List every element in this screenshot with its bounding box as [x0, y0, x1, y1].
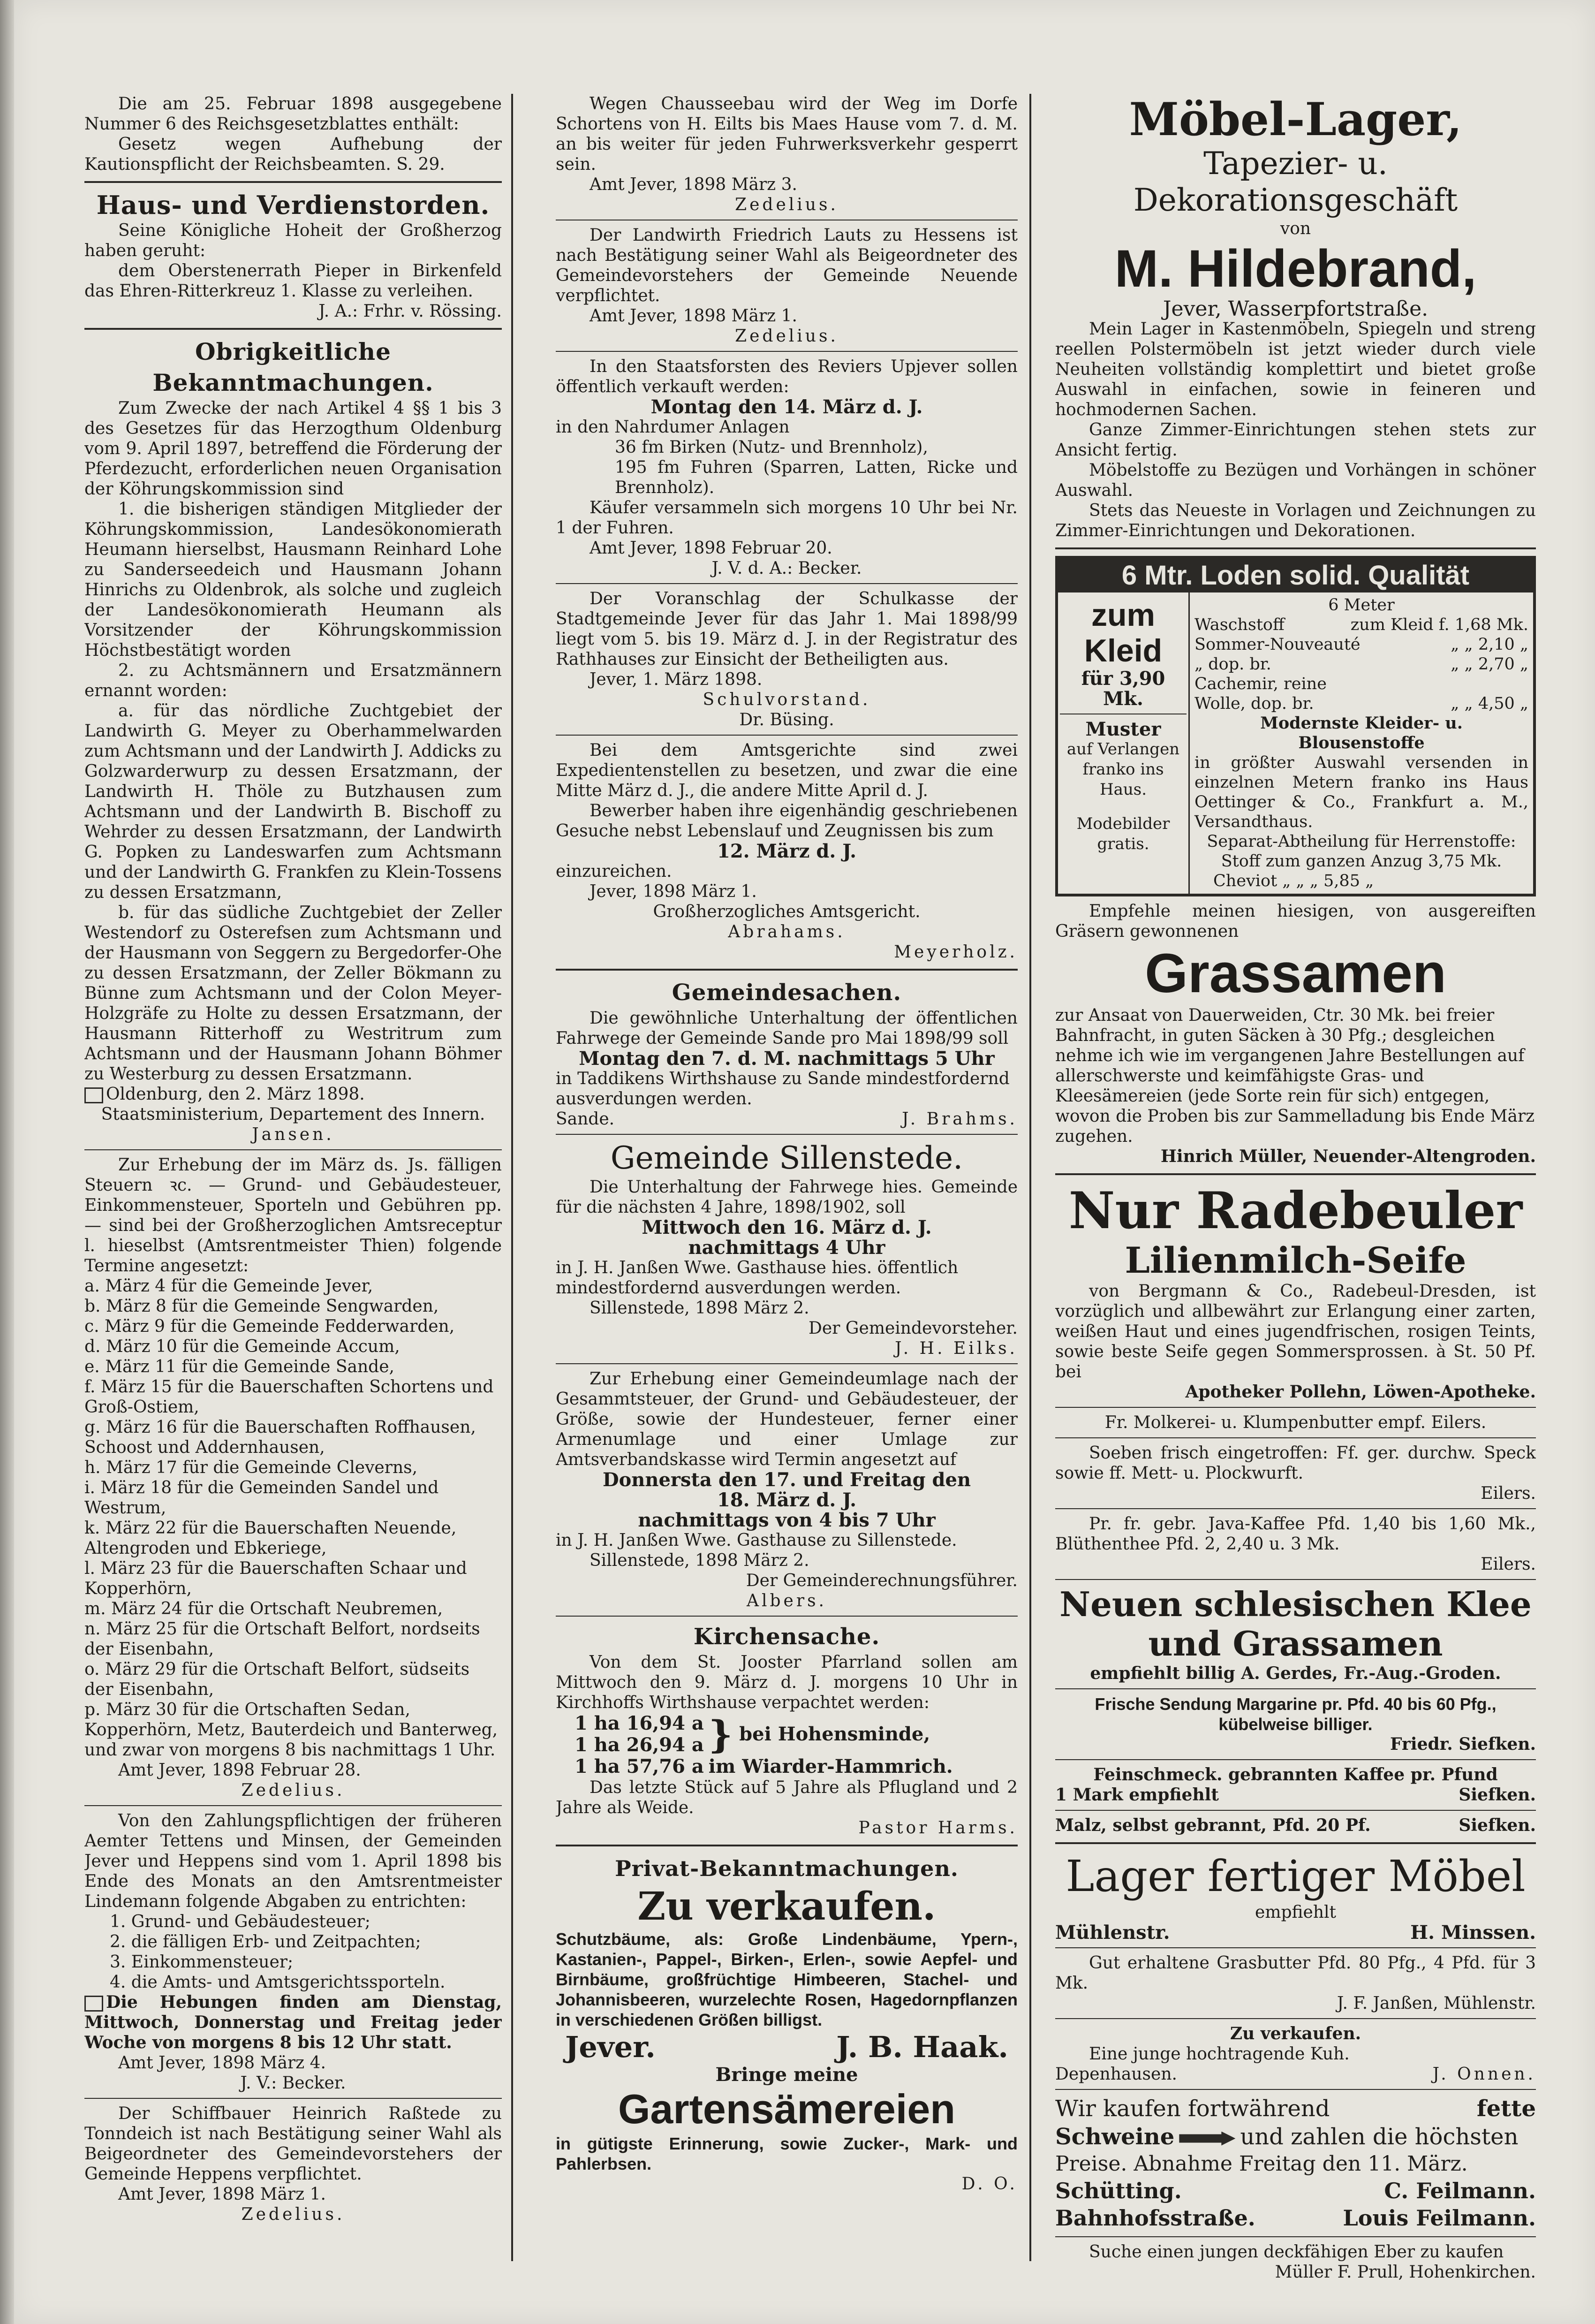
orden-signature: J. A.: Frhr. v. Rössing. [318, 302, 502, 321]
chaussee-text: Wegen Chausseebau wird der Weg im Dorfe Schortens von H. Eilts bis Maes Hause vom 7. d. M. an bis weiter für jeden Fuhrwerksverkehr gesperrt sein. [556, 94, 1018, 174]
divider [1055, 1947, 1536, 1948]
divider [84, 1805, 502, 1806]
termin-item: e. März 11 für die Gemeinde Sande, [84, 1357, 394, 1376]
termin-item: a. März 4 für die Gemeinde Jever, [84, 1276, 373, 1296]
divider [84, 328, 502, 330]
loden-separat: Separat-Abtheilung für Herrenstoffe: [1207, 832, 1516, 851]
hildebrand-address: Jever, Wasserpfortstraße. [1163, 297, 1429, 321]
kirche-row: 1 ha 57,76 a [575, 1755, 704, 1777]
eilers-ad-2-signature: Eilers. [1481, 1484, 1536, 1503]
zahl-date: Amt Jever, 1898 März 4. [118, 2053, 326, 2073]
divider [1055, 1759, 1536, 1760]
sillen-date: Sillenstede, 1898 März 2. [590, 1299, 809, 1318]
termin-item: l. März 23 für die Bauerschaften Schaar und Kopperhörn, [84, 1559, 467, 1598]
loden-item: „ dop. br. [1194, 655, 1271, 674]
radebeuler-heading: Nur Radebeuler [1068, 1181, 1523, 1240]
kirche-signature: Pastor Harms. [858, 1818, 1018, 1838]
amtsg-text-3: einzureichen. [556, 862, 672, 881]
kuh-heading: Zu verkaufen. [1230, 2024, 1361, 2043]
kuh-place: Depenhausen. [1055, 2065, 1177, 2084]
schul-signature-2: Dr. Büsing. [739, 710, 834, 729]
schweine-text-2: und zahlen die höchsten [1240, 2124, 1519, 2150]
forst-signature: J. V. d. A.: Becker. [711, 559, 862, 578]
sillen-text-2: in J. H. Janßen Wwe. Gasthause hies. öffentlich mindestfordernd ausverdungen werden. [556, 1258, 959, 1298]
schweine-fette: fette [1476, 2096, 1536, 2122]
loden-item: Waschstoff [1194, 615, 1285, 634]
steuern-date: Amt Jever, 1898 Februar 28. [118, 1761, 361, 1780]
termin-item: m. März 24 für die Ortschaft Neubremen, [84, 1599, 443, 1618]
forst-day: Montag den 14. März d. J. [650, 396, 923, 418]
divider [1055, 1810, 1536, 1811]
divider [556, 969, 1018, 971]
eber-text: Suche einen jungen deckfähigen Eber zu kaufen [1089, 2242, 1504, 2262]
eilers-ad-1: Fr. Molkerei- u. Klumpenbutter empf. Eilers. [1104, 1413, 1487, 1432]
loden-6-meter: 6 Meter [1328, 596, 1395, 615]
divider [1055, 1508, 1536, 1509]
umlage-date: Sillenstede, 1898 März 2. [590, 1551, 809, 1570]
moebel-text-1: Mein Lager in Kastenmöbeln, Spiegeln und streng reellen Polstermöbeln ist jetzt wieder durch viele Neuheiten vollständig komplettirt und bietet große Auswahl in einfachen, sowie in feineren und hochmodernen Sachen. [1055, 319, 1536, 419]
orden-text-2: dem Oberstenerrath Pieper in Birkenfeld das Ehren-Ritterkreuz 1. Klasse zu verleihen. [84, 261, 502, 301]
sillen-signature-1: Der Gemeindevorsteher. [808, 1319, 1018, 1338]
divider [1055, 547, 1536, 549]
schiff-text: Der Schiffbauer Heinrich Raßtede zu Tonndeich ist nach Bestätigung seiner Wahl als Beigeordneter des Gemeindevorstehers der Gemeinde Heppens verpflichtet. [84, 2104, 502, 2184]
section-heading-privat: Privat-Bekanntmachungen. [615, 1856, 959, 1881]
loden-item-price: „ „ 2,10 „ [1451, 635, 1528, 654]
column-2 [556, 94, 1018, 2296]
page-gutter-shadow [0, 0, 14, 2324]
sillen-signature-2: J. H. Eilks. [895, 1339, 1018, 1358]
klee-heading-2: und Grassamen [1148, 1624, 1443, 1663]
garten-signature: D. O. [961, 2174, 1018, 2194]
divider [556, 1616, 1018, 1617]
lager-street: Mühlenstr. [1055, 1921, 1170, 1944]
bringe-meine: Bringe meine [715, 2064, 858, 2086]
obrig-date: Oldenburg, den 2. März 1898. [106, 1085, 365, 1104]
termin-item: n. März 25 für die Ortschaft Belfort, nordseits der Eisenbahn, [84, 1619, 480, 1659]
kirche-location-1: bei Hohensminde, [739, 1723, 930, 1745]
amtsg-text-1: Bei dem Amtsgerichte sind zwei Expedientenstellen zu besetzen, und zwar die eine Mitte März d. J., die andere Mitte April d. J. [556, 741, 1018, 800]
zahl-intro: Von den Zahlungspflichtigen der früheren Aemter Tettens und Minsen, der Gemeinden Jever und Heppens sind vom 1. April 1898 bis Ende des Monats an den Amtsrentmeister Lindemann folgende Abgaben zu entrichten: [84, 1811, 502, 1911]
divider [84, 1149, 502, 1150]
divider [84, 181, 502, 183]
loden-kleid: Kleid [1084, 633, 1163, 668]
termin-item: b. März 8 für die Gemeinde Sengwarden, [84, 1297, 439, 1316]
obrig-text-2: 1. die bisherigen ständigen Mitglieder der Köhrungskommission, Landesökonomierath Heumann hierselbst, Hausmann Reinhard Lohe zu Sanderseedeich und Hausmann Johann Hinrichs zu Oldenbrok, als solche und zugleich der Landesökonomierath Heumann als Vorsitzender der Köhrungskommission Höchstbestätigt worden [84, 500, 502, 660]
loden-item-price: „ „ 4,50 „ [1451, 694, 1528, 713]
kirche-row: 1 ha 16,94 a [575, 1712, 704, 1734]
eilers-ad-3: Pr. fr. gebr. Java-Kaffee Pfd. 1,40 bis 1,60 Mk., Blüthenthee Pfd. 2, 2,40 u. 3 Mk. [1055, 1514, 1536, 1554]
divider [1055, 1407, 1536, 1408]
schweine-place-2: Bahnhofsstraße. [1055, 2205, 1255, 2231]
forst-text-3: 36 fm Birken (Nutz- und Brennholz), [615, 438, 928, 457]
schutzbaeume-text: Schutzbäume, als: Große Lindenbäume, Ypern-, Kastanien-, Pappel-, Birken-, Erlen-, sowie Aepfel- und Birnbäume, großfrüchtige Himbeeren, Stachel- und Johannisbeeren, wurzelechte Rosen, Hagedornpflanzen in verschiedenen Größen billigst. [556, 1929, 1018, 2029]
section-heading-obrigkeitlich: Obrigkeitliche Bekanntmachungen. [152, 338, 434, 396]
amtsg-signature-3: Meyerholz. [894, 942, 1018, 962]
divider [556, 1134, 1018, 1135]
kaffee-text-1: Feinschmeck. gebrannten Kaffee pr. Pfund [1093, 1765, 1498, 1785]
amtsg-date: Jever, 1898 März 1. [590, 882, 757, 901]
termin-item: c. März 9 für die Gemeinde Fedderwarden, [84, 1317, 455, 1336]
hand-pointer-icon [84, 1996, 103, 2012]
divider [556, 735, 1018, 736]
lager-fertiger-moebel-heading: Lager fertiger Möbel [1066, 1851, 1526, 1901]
obrig-text-4: a. für das nördliche Zuchtgebiet der Landwirth G. Meyer zu Oberhammelwarden zum Achtsmann und der Landwirth J. Addicks zu Golzwarderwurp zu dessen Ersatzmann, der Landwirth H. Thöle zu Butzhausen zum Achtsmann und der Landwirth B. Bischoff zu Wehrder zu dessen Ersatzmann, der Landwirth G. Popken zu Landeswarfen zum Achtsmann und der Landwirth G. Frankfen zu Klein-Tossens zu dessen Ersatzmann, [84, 701, 502, 902]
divider [1055, 2018, 1536, 2019]
moebel-lager-title: Möbel-Lager, [1129, 94, 1462, 146]
umlage-day-2: 18. März d. J. [717, 1489, 856, 1511]
sande-day: Montag den 7. d. M. nachmittags 5 Uhr [579, 1048, 995, 1070]
loden-muster: Muster [1085, 718, 1161, 740]
schul-signature-1: Schulvorstand. [703, 690, 871, 709]
umlage-text-2: in J. H. Janßen Wwe. Gasthause zu Sillenstede. [556, 1531, 957, 1550]
schweine-name-2: Louis Feilmann. [1343, 2205, 1536, 2231]
forst-text-2: in den Nahrdumer Anlagen [556, 418, 790, 437]
loden-item-price: „ „ 2,70 „ [1451, 655, 1528, 674]
chaussee-date: Amt Jever, 1898 März 3. [590, 175, 797, 194]
umlage-signature-2: Albers. [747, 1591, 827, 1610]
zu-verkaufen-heading: Zu verkaufen. [637, 1884, 936, 1929]
schul-text: Der Voranschlag der Schulkasse der Stadtgemeinde Jever für das Jahr 1. Mai 1898/99 liegt vom 5. bis 19. März d. J. in der Registratur des Rathhauses zur Einsicht der Betheiligten aus. [556, 589, 1018, 669]
umlage-signature-1: Der Gemeinderechnungsführer. [746, 1571, 1018, 1590]
zahl-bold: Die Hebungen finden am Dienstag, Mittwoch, Donnerstag und Freitag jeder Woche von morgens 8 bis 12 Uhr statt. [84, 1992, 502, 2052]
lilienmilch-text: von Bergmann & Co., Radebeul-Dresden, ist vorzüglich und allbewährt zur Erlangung einer zarten, weißen Haut und eines jugendfrischen, rosigen Teints, sowie beste Seife gegen Sommersprossen. à St. 50 Pf. bei [1055, 1282, 1536, 1382]
gazette-notice: Die am 25. Februar 1898 ausgegebene Nummer 6 des Reichsgesetzblattes enthält: [84, 94, 502, 134]
brace-icon: } [708, 1712, 733, 1756]
kirche-text-2: Das letzte Stück auf 5 Jahre als Pflugland und 2 Jahre als Weide. [556, 1778, 1018, 1817]
divider [556, 351, 1018, 352]
margarine-signature: Friedr. Siefken. [1390, 1734, 1536, 1754]
umlage-day-1: Donnersta den 17. und Freitag den [602, 1469, 971, 1491]
obrig-signature-1: Staatsministerium, Departement des Innern. [101, 1105, 485, 1124]
schiff-date: Amt Jever, 1898 März 1. [118, 2185, 326, 2204]
zahl-signature: J. V.: Becker. [240, 2073, 346, 2093]
lager-empfiehlt: empfiehlt [1255, 1903, 1336, 1922]
loden-zum: zum [1091, 597, 1155, 633]
obrig-text-1: Zum Zwecke der nach Artikel 4 §§ 1 bis 3 des Gesetzes für das Herzogthum Oldenburg vom 9. April 1897, betreffend die Förderung der Pferdezucht, erforderlichen neuen Organisation der Köhrungskommission sind [84, 399, 502, 499]
amtsg-signature-1: Großherzogliches Amtsgericht. [653, 902, 921, 921]
schweine-place-1: Schütting. [1055, 2178, 1182, 2203]
loden-price-row [1194, 674, 1528, 694]
section-heading-kirche: Kirchensache. [693, 1624, 880, 1650]
klee-heading-1: Neuen schlesischen Klee [1059, 1584, 1532, 1624]
malz-text: Malz, selbst gebrannt, Pfd. 20 Pf. [1055, 1815, 1371, 1835]
loden-modernste: Modernste Kleider- u. Blousenstoffe [1260, 714, 1463, 752]
sande-place: Sande. [556, 1109, 615, 1129]
forst-date: Amt Jever, 1898 Februar 20. [590, 539, 832, 558]
grassamen-text: zur Ansaat von Dauerweiden, Ctr. 30 Mk. bei freier Bahnfracht, in guten Säcken à 30 Pfg.; desgleichen nehme ich wie im vergangenen Jahre Bestellungen auf allerschwerste und keimfähigste Gras- und Kleesämereien (jede Sorte rein für sich) entgegen, wovon die Proben bis zur Sammelladung bis Ende März zugehen. [1055, 1006, 1535, 1146]
steuern-signature: Zedelius. [241, 1781, 345, 1800]
kirche-text-1: Von dem St. Jooster Pfarrland sollen am Mittwoch den 9. März d. J. morgens 10 Uhr in Kirchhoffs Wirthshause verpachtet werden: [556, 1653, 1018, 1712]
loden-item: Sommer-Nouveauté [1194, 635, 1361, 654]
kirche-location-2: im Wiarder-Hammrich. [708, 1755, 953, 1777]
hand-pointer-icon [84, 1087, 103, 1103]
amtsg-signature-2: Abrahams. [728, 922, 846, 942]
zahl-item: 1. Grund- und Gebäudesteuer; [110, 1912, 370, 1931]
termin-item: o. März 29 für die Ortschaft Belfort, südseits der Eisenbahn, [84, 1660, 470, 1699]
termin-item: f. März 15 für die Bauerschaften Schortens und Groß-Ostiem, [84, 1377, 494, 1417]
kuh-signature: J. Onnen. [1432, 2065, 1536, 2084]
divider [84, 2098, 502, 2099]
sillen-time: nachmittags 4 Uhr [688, 1237, 885, 1259]
sillen-day: Mittwoch den 16. März d. J. [642, 1216, 932, 1238]
umlage-text-1: Zur Erhebung einer Gemeindeumlage nach der Gesammtsteuer, der Grund- und Gebäudesteuer, der Größe, sowie der Hundesteuer, ferner einer Armenumlage und einer Umlage zur Amtsverbandskasse wird Termin angesetzt auf [556, 1369, 1018, 1469]
forst-text-4: 195 fm Fuhren (Sparren, Latten, Ricke und Brennholz). [615, 458, 1018, 497]
moebel-text-3: Möbelstoffe zu Bezügen und Vorhängen in schöner Auswahl. [1055, 461, 1536, 500]
divider [1055, 1842, 1536, 1844]
sande-text-1: Die gewöhnliche Unterhaltung der öffentlichen Fahrwege der Gemeinde Sande pro Mai 1898/99 soll [556, 1009, 1018, 1048]
termin-item: h. März 17 für die Gemeinde Cleverns, [84, 1458, 418, 1477]
section-heading-gemeinde: Gemeindesachen. [672, 980, 902, 1006]
malz-signature: Siefken. [1459, 1815, 1536, 1835]
loden-modebilder: Modebilder gratis. [1076, 814, 1170, 853]
grasbutter-text: Gut erhaltene Grasbutter Pfd. 80 Pfg., 4 Pfd. für 3 Mk. [1055, 1953, 1536, 1993]
termin-item: p. März 30 für die Ortschaften Sedan, Kopperhörn, Metz, Bauterdeich und Banterweg, [84, 1700, 498, 1739]
tapezier-subtitle: Tapezier- u. Dekorationsgeschäft [1133, 145, 1458, 218]
schweine-word: Schweine [1055, 2124, 1175, 2150]
sillen-text-1: Die Unterhaltung der Fahrwege hies. Gemeinde für die nächsten 4 Jahre, 1898/1902, soll [556, 1177, 1018, 1217]
column-rule-1 [511, 94, 513, 2261]
loden-price-rows [1194, 615, 1528, 714]
loden-price-row [1194, 654, 1528, 674]
divider [1055, 2236, 1536, 2237]
grasbutter-signature: J. F. Janßen, Mühlenstr. [1337, 1994, 1536, 2013]
termin-item: k. März 22 für die Bauerschaften Neuende, Altengroden und Ebkeriege, [84, 1519, 457, 1558]
kuh-text: Eine junge hochtragende Kuh. [1089, 2044, 1350, 2064]
zahl-item: 2. die fälligen Erb- und Zeitpachten; [110, 1932, 421, 1952]
divider [556, 583, 1018, 584]
obrig-text-3: 2. zu Achtsmännern und Ersatzmännern ernannt worden: [84, 661, 502, 700]
haak-place: Jever. [565, 2030, 656, 2064]
divider [556, 1845, 1018, 1846]
eber-signature: Müller F. Prull, Hohenkirchen. [1275, 2263, 1536, 2282]
loden-item-price: zum Kleid f. 1,68 Mk. [1350, 615, 1528, 634]
loden-heading: 6 Mtr. Loden solid. Qualität [1058, 559, 1533, 592]
section-heading-orden: Haus- und Verdienstorden. [96, 190, 490, 220]
kaffee-signature: Siefken. [1459, 1785, 1536, 1805]
moebel-text-4: Stets das Neueste in Vorlagen und Zeichnungen zu Zimmer-Einrichtungen und Dekorationen. [1055, 501, 1536, 540]
sande-text-2: in Taddikens Wirthshause zu Sande mindestfordernd ausverdungen werden. [556, 1069, 1010, 1109]
column-3 [1055, 94, 1536, 2296]
haak-name: J. B. Haak. [836, 2030, 1008, 2064]
divider [1055, 1173, 1536, 1175]
gazette-law: Gesetz wegen Aufhebung der Kautionspflicht der Reichsbeamten. S. 29. [84, 135, 502, 174]
garten-text: in gütigste Erinnerung, sowie Zucker-, Mark- und Pahlerbsen. [556, 2134, 1018, 2173]
loden-auf-verlangen: auf Verlangen franko ins Haus. [1066, 740, 1180, 799]
eilers-ad-3-signature: Eilers. [1481, 1555, 1536, 1574]
lilienmilch-seife-heading: Lilienmilch-Seife [1125, 1239, 1466, 1281]
kaffee-text-2: 1 Mark empfiehlt [1055, 1785, 1219, 1805]
obrig-text-5: b. für das südliche Zuchtgebiet der Zeller Westendorf zu Osterefsen zum Achtsmann und der Hausmann von Seggern zu Bergedorfer-Ohe zu dessen Ersatzmann, der Zeller Bökmann zu Bünne zum Achtsmann und der Colon Meyer-Holzgräfe zu Holte zu dessen Ersatzmann, der Hausmann Ritterhoff zu Westritrum zum Achtsmann und der Hausmann Johann Böhmer zu Westerburg zu dessen Ersatzmann. [84, 903, 502, 1084]
loden-cheviot: Cheviot „ „ „ 5,85 „ [1213, 872, 1374, 890]
lauts-date: Amt Jever, 1898 März 1. [590, 306, 797, 326]
newspaper-page [14, 0, 1595, 2324]
steuern-intro: Zur Erhebung der im März ds. Js. fälligen Steuern ꝛc. — Grund- und Gebäudesteuer, Einkommensteuer, Sporteln und Gebühren pp. — sind bei der Großherzoglichen Amtsreceptur l. hieselbst (Amtsrentmeister Thien) folgende Termine angesetzt: [84, 1155, 502, 1276]
von-label: von [1280, 219, 1311, 238]
divider [1055, 1688, 1536, 1689]
steuern-termine-list [84, 1276, 502, 1740]
margarine-text: Frische Sendung Margarine pr. Pfd. 40 bis 60 Pfg., kübelweise billiger. [1095, 1694, 1497, 1734]
amtsg-text-2: Bewerber haben ihre eigenhändig geschriebenen Gesuche nebst Lebenslauf und Zeugnissen bis zum [556, 801, 1018, 841]
lager-name: H. Minssen. [1410, 1921, 1536, 1944]
lilienmilch-signature: Apotheker Pollehn, Löwen-Apotheke. [1185, 1382, 1536, 1402]
divider [556, 1363, 1018, 1364]
eilers-ad-2: Soeben frisch eingetroffen: Ff. ger. durchw. Speck sowie ff. Mett- u. Plockwurft. [1055, 1443, 1536, 1483]
schweine-name-1: C. Feilmann. [1384, 2178, 1536, 2203]
loden-price-row [1194, 615, 1528, 635]
column-rule-2 [1029, 94, 1031, 2261]
gerdes-text: empfiehlt billig A. Gerdes, Fr.-Aug.-Groden. [1090, 1663, 1501, 1683]
empfehle-text: Empfehle meinen hiesigen, von ausgereiften Gräsern gewonnenen [1055, 902, 1536, 941]
umlage-time: nachmittags von 4 bis 7 Uhr [638, 1509, 936, 1531]
termin-item: g. März 16 für die Bauerschaften Roffhausen, Schoost und Addernhausen, [84, 1418, 476, 1457]
schweine-text-1: Wir kaufen fortwährend [1055, 2096, 1330, 2122]
loden-item: Cachemir, reine [1194, 675, 1327, 693]
hildebrand-name: M. Hildebrand, [1114, 239, 1477, 298]
grassamen-signature: Hinrich Müller, Neuender-Altengroden. [1160, 1147, 1536, 1166]
zahl-items-list [84, 1912, 502, 1992]
kirche-land-table [556, 1713, 1018, 1777]
loden-advertisement [1055, 556, 1536, 896]
zahl-item: 3. Einkommensteuer; [110, 1952, 294, 1972]
kirche-row: 1 ha 26,94 a [575, 1734, 704, 1756]
loden-item: Wolle, dop. br. [1194, 694, 1314, 713]
moebel-text-2: Ganze Zimmer-Einrichtungen stehen stets zur Ansicht fertig. [1055, 420, 1536, 460]
sande-signature: J. Brahms. [902, 1109, 1018, 1129]
pointing-hand-icon [1179, 2132, 1235, 2146]
loden-stoff: Stoff zum ganzen Anzug 3,75 Mk. [1221, 852, 1502, 871]
schul-date: Jever, 1. März 1898. [590, 670, 763, 689]
lauts-text: Der Landwirth Friedrich Lauts zu Hessens ist nach Bestätigung seiner Wahl als Beigeordneter des Gemeindevorstehers der Gemeinde Neuende verpflichtet. [556, 226, 1018, 305]
steuern-end: und zwar von morgens 8 bis nachmittags 1 Uhr. [84, 1740, 496, 1760]
lauts-signature: Zedelius. [735, 327, 839, 346]
obrig-signature-2: Jansen. [252, 1125, 334, 1144]
loden-body: in größter Auswahl versenden in einzelnen Metern franko ins Haus Oettinger & Co., Frankfurt a. M., Versandthaus. [1194, 753, 1528, 831]
chaussee-signature: Zedelius. [735, 195, 839, 214]
forst-text-5: Käufer versammeln sich morgens 10 Uhr bei Nr. 1 der Fuhren. [556, 498, 1018, 538]
grassamen-heading: Grassamen [1145, 942, 1446, 1004]
divider [1055, 1579, 1536, 1580]
orden-text-1: Seine Königliche Hoheit der Großherzog haben geruht: [84, 221, 502, 260]
zahl-item: 4. die Amts- und Amtsgerichtssporteln. [110, 1973, 446, 1992]
forst-text-1: In den Staatsforsten des Reviers Upjever sollen öffentlich verkauft werden: [556, 357, 1018, 396]
loden-price-row [1194, 635, 1528, 654]
column-1 [84, 94, 502, 2296]
gemeinde-sillenstede-heading: Gemeinde Sillenstede. [610, 1140, 963, 1176]
gartensaemereien-heading: Gartensämereien [618, 2086, 956, 2132]
termin-item: d. März 10 für die Gemeinde Accum, [84, 1337, 400, 1356]
termin-item: i. März 18 für die Gemeinden Sandel und Westrum, [84, 1478, 439, 1518]
divider [1055, 1437, 1536, 1438]
schweine-text-3: Preise. Abnahme Freitag den 11. März. [1055, 2152, 1468, 2176]
schiff-signature: Zedelius. [241, 2205, 345, 2224]
amtsg-day: 12. März d. J. [717, 840, 856, 862]
divider [1055, 2089, 1536, 2090]
loden-price-row [1194, 694, 1528, 714]
loden-price: für 3,90 Mk. [1081, 668, 1165, 710]
